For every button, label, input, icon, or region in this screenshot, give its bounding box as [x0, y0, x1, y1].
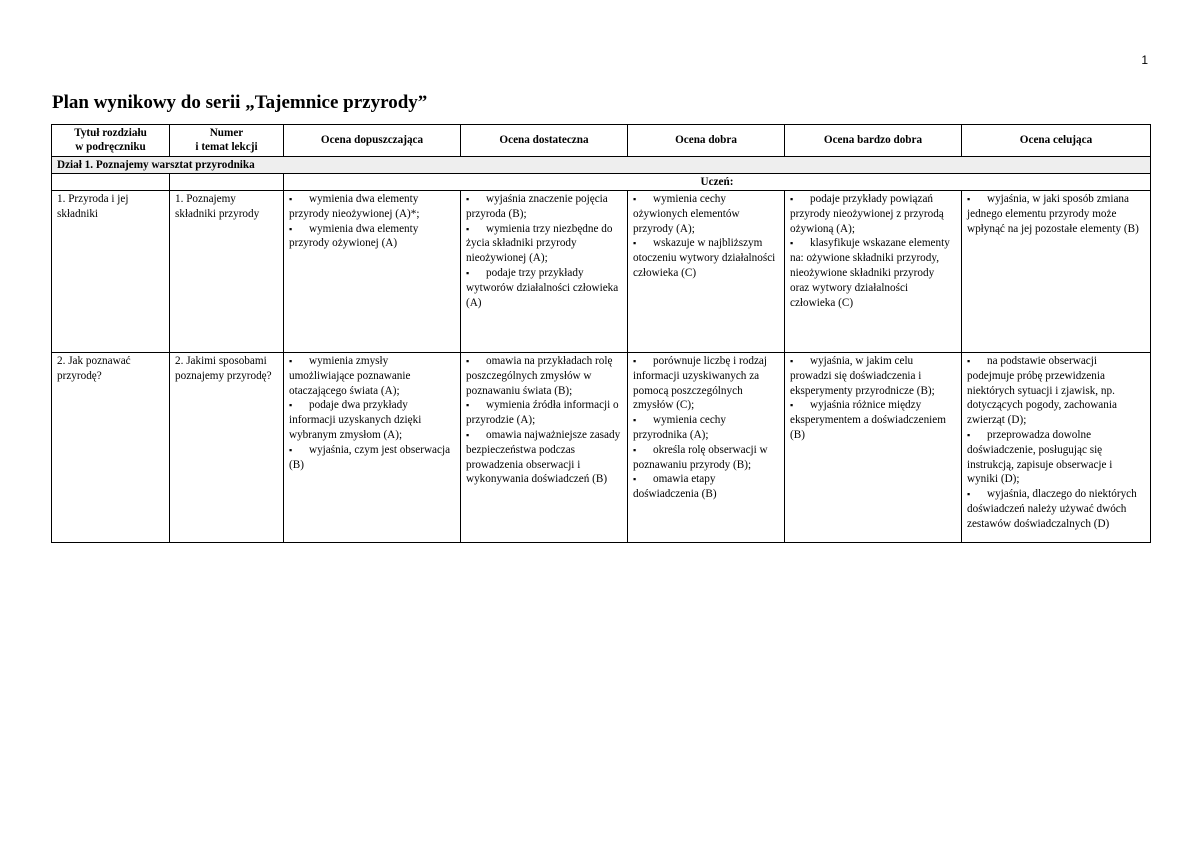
grade-very-good-cell	[785, 353, 962, 543]
requirement-item	[466, 354, 622, 398]
student-label-row	[52, 174, 1151, 191]
requirement-text: omawia na przykładach rolę poszczególnych zmysłów w poznawaniu świata (B);	[466, 355, 613, 397]
requirement-item	[289, 443, 455, 473]
requirements-list	[466, 192, 622, 310]
requirement-text: wyjaśnia, w jaki sposób zmiana jednego elementu przyrody może wpłynąć na jej pozostałe elementy (B)	[967, 193, 1139, 235]
requirements-list	[466, 354, 622, 487]
grade-excellent-cell	[962, 353, 1151, 543]
requirement-text: omawia etapy doświadczenia (B)	[633, 473, 717, 501]
requirements-list	[289, 192, 455, 251]
bullet-icon: ▪	[466, 400, 470, 411]
requirement-item	[967, 192, 1145, 236]
requirement-item	[633, 413, 779, 443]
bullet-icon: ▪	[790, 400, 794, 411]
requirement-text: wymienia cechy ożywionych elementów przyrody (A);	[633, 193, 740, 235]
requirement-item	[289, 192, 455, 222]
bullet-icon: ▪	[633, 238, 637, 249]
blank-cell	[52, 174, 170, 191]
requirement-text: wyjaśnia różnice między eksperymentem a doświadczeniem (B)	[790, 399, 946, 441]
bullet-icon: ▪	[466, 429, 470, 440]
requirement-item	[790, 192, 956, 236]
requirement-item	[466, 222, 622, 266]
requirement-item	[466, 428, 622, 487]
document-title: Plan wynikowy do serii „Tajemnice przyrody”	[52, 92, 428, 113]
requirement-text: wymienia źródła informacji o przyrodzie (A);	[466, 399, 619, 427]
requirement-item	[466, 192, 622, 222]
requirement-text: klasyfikuje wskazane elementy na: ożywione składniki przyrody, nieożywione składniki przyrody oraz wytwory działalności człowieka (C)	[790, 237, 950, 309]
table-row	[52, 353, 1151, 543]
table-header-row	[52, 125, 1151, 157]
requirement-text: wyjaśnia, w jakim celu prowadzi się doświadczenia i eksperymenty przyrodnicze (B);	[790, 355, 935, 397]
grade-good-cell	[628, 353, 785, 543]
bullet-icon: ▪	[790, 356, 794, 366]
requirements-list	[790, 354, 956, 443]
lesson-title-cell: 1. Poznajemy składniki przyrody	[170, 191, 284, 353]
bullet-icon: ▪	[633, 474, 637, 485]
requirement-text: wymienia dwa elementy przyrody nieożywionej (A)*;	[289, 193, 420, 220]
bullet-icon: ▪	[289, 400, 293, 411]
header-grade-excellent: Ocena celująca	[962, 125, 1151, 157]
header-grade-satisfactory: Ocena dostateczna	[461, 125, 628, 157]
requirement-item	[289, 398, 455, 442]
bullet-icon: ▪	[466, 223, 470, 234]
bullet-icon: ▪	[466, 356, 470, 366]
section-row	[52, 157, 1151, 174]
header-grade-good: Ocena dobra	[628, 125, 785, 157]
requirement-item	[633, 192, 779, 236]
requirement-text: podaje dwa przykłady informacji uzyskanych dzięki wybranym zmysłom (A);	[289, 399, 422, 441]
requirement-text: wskazuje w najbliższym otoczeniu wytwory działalności człowieka (C)	[633, 237, 776, 279]
requirement-text: podaje trzy przykłady wytworów działalności człowieka (A)	[466, 266, 619, 309]
requirement-text: wyjaśnia znaczenie pojęcia przyroda (B);	[466, 193, 608, 220]
header-lesson-number: Numer i temat lekcji	[170, 125, 284, 157]
requirement-text: na podstawie obserwacji podejmuje próbę przewidzenia niektórych sytuacji i zjawisk, np. dotyczących pogody, zachowania zwierząt (D);	[967, 355, 1117, 427]
requirement-text: wyjaśnia, czym jest obserwacja (B)	[289, 443, 451, 471]
bullet-icon: ▪	[633, 194, 637, 204]
requirement-item	[289, 354, 455, 398]
requirements-list	[967, 354, 1145, 532]
requirement-item	[633, 236, 779, 280]
lesson-title-cell: 2. Jakimi sposobami poznajemy przyrodę?	[170, 353, 284, 543]
bullet-icon: ▪	[289, 444, 293, 455]
requirement-text: omawia najważniejsze zasady bezpieczeństwa podczas prowadzenia obserwacji i wykonywania doświadczeń (B)	[466, 428, 621, 486]
requirement-text: określa rolę obserwacji w poznawaniu przyrody (B);	[633, 443, 768, 471]
requirement-item	[633, 472, 779, 502]
chapter-title-cell: 2. Jak poznawać przyrodę?	[52, 353, 170, 543]
grade-good-cell	[628, 191, 785, 353]
requirements-list	[633, 354, 779, 502]
bullet-icon: ▪	[466, 194, 470, 204]
requirements-list	[967, 192, 1145, 236]
bullet-icon: ▪	[289, 194, 293, 204]
bullet-icon: ▪	[289, 356, 293, 366]
requirements-list	[633, 192, 779, 281]
requirement-text: porównuje liczbę i rodzaj informacji uzyskiwanych za pomocą poszczególnych zmysłów (C);	[633, 355, 768, 412]
table-row	[52, 191, 1151, 353]
grading-plan-table	[51, 124, 1151, 543]
grade-satisfactory-cell	[461, 191, 628, 353]
requirement-text: wymienia cechy przyrodnika (A);	[633, 414, 726, 441]
grade-satisfactory-cell	[461, 353, 628, 543]
requirement-text: wymienia trzy niezbędne do życia składniki przyrody nieożywionej (A);	[466, 222, 613, 265]
requirement-text: wyjaśnia, dlaczego do niektórych doświadczeń należy używać dwóch zestawów doświadczalnych (D)	[967, 488, 1137, 530]
blank-cell	[170, 174, 284, 191]
requirements-list	[289, 354, 455, 472]
requirement-item	[466, 266, 622, 310]
header-chapter-title: Tytuł rozdziału w podręczniku	[52, 125, 170, 157]
bullet-icon: ▪	[967, 194, 971, 204]
requirement-item	[790, 236, 956, 310]
requirement-item	[633, 443, 779, 473]
bullet-icon: ▪	[633, 444, 637, 455]
bullet-icon: ▪	[790, 194, 794, 204]
requirements-list	[790, 192, 956, 310]
requirement-item	[289, 222, 455, 252]
grade-sufficient-cell	[284, 191, 461, 353]
bullet-icon: ▪	[633, 356, 637, 366]
requirement-text: wymienia dwa elementy przyrody ożywionej (A)	[289, 222, 419, 250]
page-number: 1	[1141, 53, 1148, 67]
requirement-text: wymienia zmysły umożliwiające poznawanie otaczającego świata (A);	[289, 355, 411, 397]
bullet-icon: ▪	[633, 415, 637, 426]
grade-very-good-cell	[785, 191, 962, 353]
chapter-title-cell: 1. Przyroda i jej składniki	[52, 191, 170, 353]
bullet-icon: ▪	[289, 223, 293, 234]
bullet-icon: ▪	[967, 489, 971, 500]
requirement-text: podaje przykłady powiązań przyrody nieożywionej z przyrodą ożywioną (A);	[790, 193, 944, 235]
student-label: Uczeń:	[284, 174, 1151, 191]
requirement-item	[967, 428, 1145, 487]
header-grade-sufficient: Ocena dopuszczająca	[284, 125, 461, 157]
bullet-icon: ▪	[967, 356, 971, 366]
requirement-item	[967, 487, 1145, 531]
requirement-item	[633, 354, 779, 413]
bullet-icon: ▪	[967, 429, 971, 440]
grade-excellent-cell	[962, 191, 1151, 353]
section-title: Dział 1. Poznajemy warsztat przyrodnika	[52, 157, 1151, 174]
bullet-icon: ▪	[466, 267, 470, 278]
header-grade-very-good: Ocena bardzo dobra	[785, 125, 962, 157]
requirement-item	[790, 398, 956, 442]
grade-sufficient-cell	[284, 353, 461, 543]
requirement-item	[967, 354, 1145, 428]
requirement-text: przeprowadza dowolne doświadczenie, posługując się instrukcją, zapisuje obserwacje i wyniki (D);	[967, 428, 1113, 486]
requirement-item	[466, 398, 622, 428]
requirement-item	[790, 354, 956, 398]
bullet-icon: ▪	[790, 238, 794, 249]
